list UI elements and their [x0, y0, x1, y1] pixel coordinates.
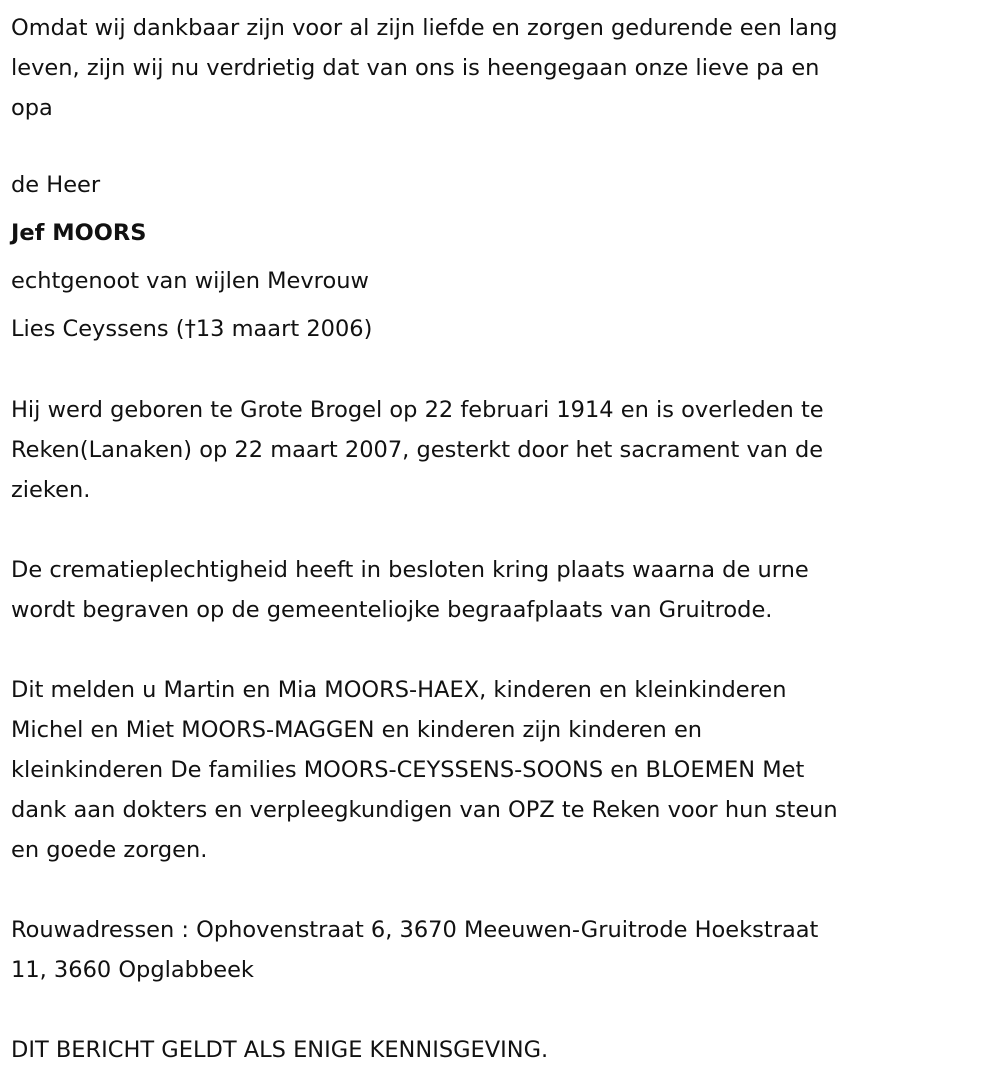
ceremony-line: wordt begraven op de gemeenteliojke begraafplaats van Gruitrode.: [11, 597, 773, 623]
family-line: dank aan dokters en verpleegkundigen van OPZ te Reken voor hun steun: [11, 797, 838, 823]
spouse-line: Lies Ceyssens (†13 maart 2006): [11, 316, 373, 342]
address-line: Rouwadressen : Ophovenstraat 6, 3670 Meeuwen-Gruitrode Hoekstraat: [11, 917, 819, 943]
spouse-line: echtgenoot van wijlen Mevrouw: [11, 268, 369, 294]
salutation: de Heer: [11, 172, 101, 198]
birth-death-line: zieken.: [11, 477, 91, 503]
family-line: kleinkinderen De families MOORS-CEYSSENS-SOONS en BLOEMEN Met: [11, 757, 805, 783]
family-line: Michel en Miet MOORS-MAGGEN en kinderen zijn kinderen en: [11, 717, 703, 743]
address-line: 11, 3660 Opglabbeek: [11, 957, 254, 983]
birth-death-line: Hij werd geboren te Grote Brogel op 22 februari 1914 en is overleden te: [11, 397, 824, 423]
deceased-name: Jef MOORS: [11, 220, 147, 246]
intro-line: opa: [11, 95, 53, 121]
family-line: en goede zorgen.: [11, 837, 208, 863]
birth-death-line: Reken(Lanaken) op 22 maart 2007, gesterkt door het sacrament van de: [11, 437, 824, 463]
intro-line: leven, zijn wij nu verdrietig dat van ons is heengegaan onze lieve pa en: [11, 55, 820, 81]
ceremony-line: De crematieplechtigheid heeft in besloten kring plaats waarna de urne: [11, 557, 809, 583]
intro-line: Omdat wij dankbaar zijn voor al zijn liefde en zorgen gedurende een lang: [11, 15, 838, 41]
notice: DIT BERICHT GELDT ALS ENIGE KENNISGEVING.: [11, 1037, 549, 1063]
family-line: Dit melden u Martin en Mia MOORS-HAEX, kinderen en kleinkinderen: [11, 677, 787, 703]
